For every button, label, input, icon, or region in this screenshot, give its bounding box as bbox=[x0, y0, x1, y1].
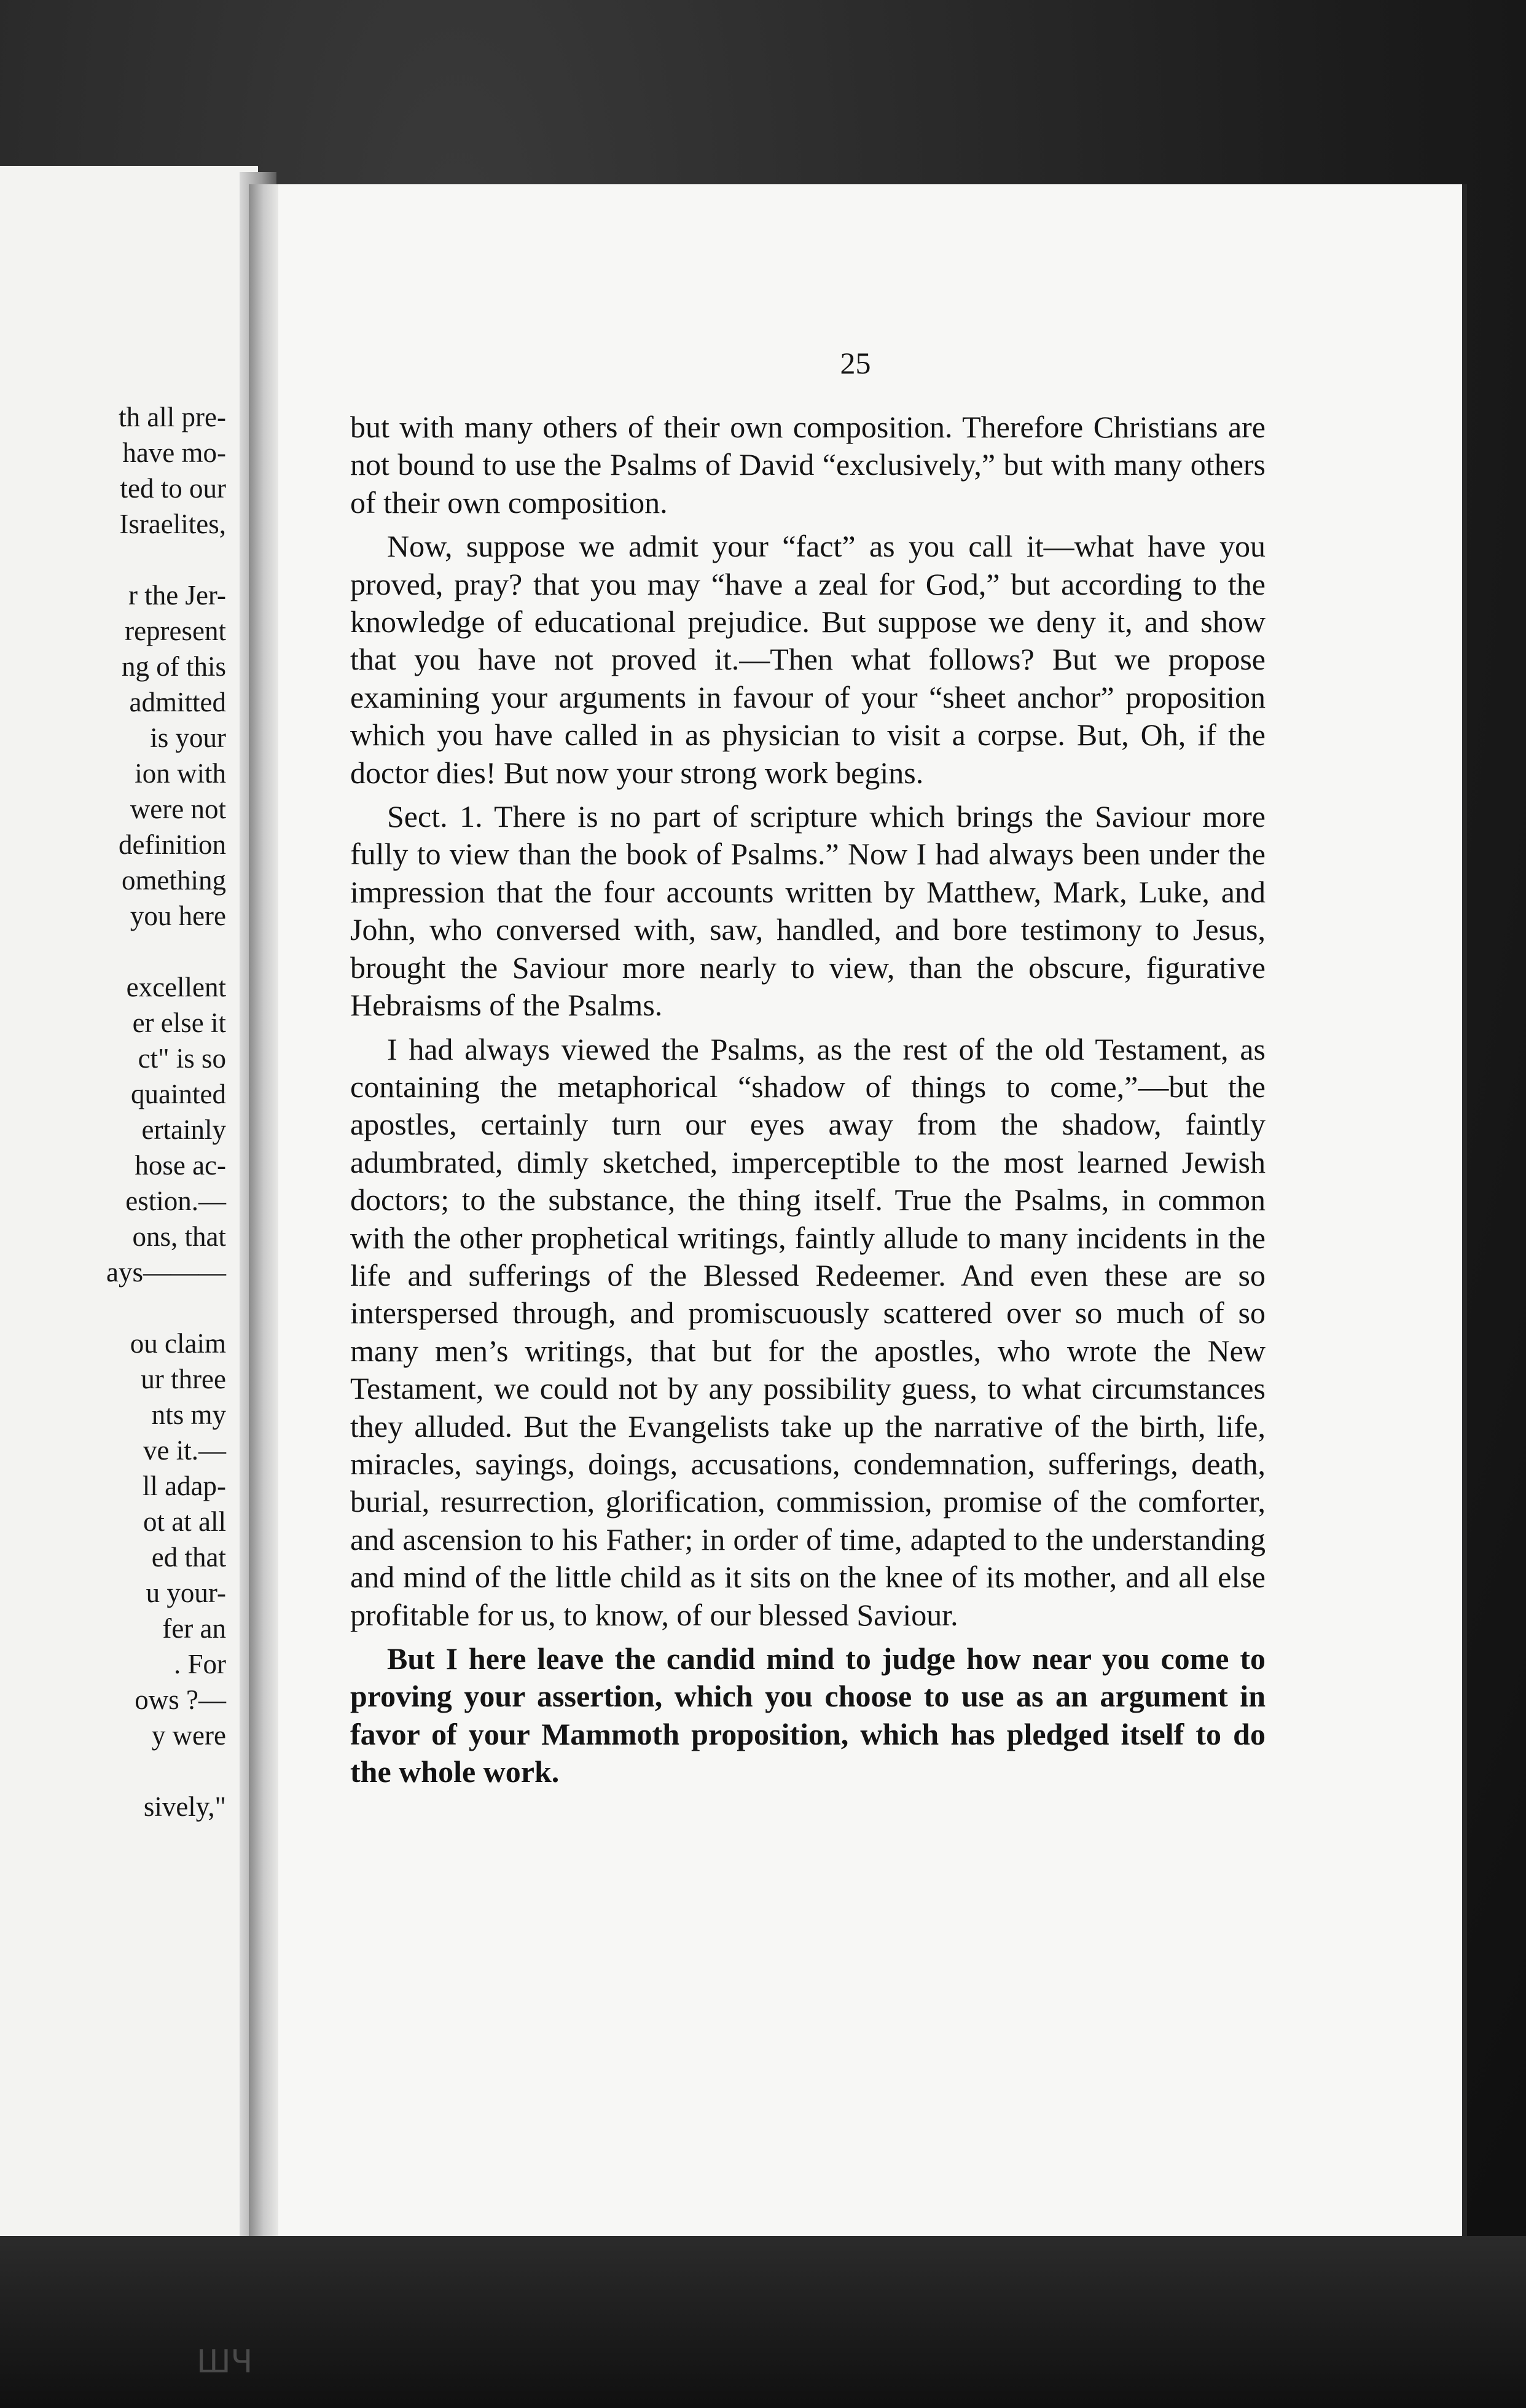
left-fragment-line: fer an bbox=[162, 1613, 226, 1644]
left-fragment-line: ays——— bbox=[106, 1257, 226, 1288]
page-body bbox=[350, 408, 1266, 1791]
page-number: 25 bbox=[840, 346, 871, 380]
left-fragment-line: omething bbox=[122, 865, 226, 896]
page-spine bbox=[249, 184, 278, 2236]
left-fragment-line bbox=[0, 1753, 226, 1789]
paragraph: but with many others of their own composition. Therefore Christians are not bound to use the Psalms of David “exclusively,” but with many others of their own composition. bbox=[350, 410, 1266, 520]
left-fragment-line: ion with bbox=[135, 758, 226, 789]
paragraph: Sect. 1. There is no part of scripture which brings the Saviour more fully to view than the book of Psalms.” Now I had always been under the impression that the four accounts written by Matthew, Mark, Luke, and John, who conversed with, saw, handled, and bore testimony to Jesus, brought the Saviour more nearly to view, than the obscure, figurative Hebraisms of the Psalms. bbox=[350, 799, 1266, 1023]
paragraph: But I here leave the candid mind to judge how near you come to proving your assertion, which you choose to use as an argument in favor of your Mammoth proposition, which has pledged itself to do the whole work. bbox=[350, 1641, 1266, 1789]
left-fragment-line: r the Jer- bbox=[128, 580, 226, 611]
left-fragment-line: excellent bbox=[126, 972, 226, 1003]
left-fragment-line: admitted bbox=[129, 687, 226, 717]
left-fragment-line bbox=[0, 934, 226, 969]
left-fragment-line: ou claim bbox=[130, 1328, 226, 1359]
paragraph: I had always viewed the Psalms, as the rest of the old Testament, as containing the metaphorical “shadow of things to come,”—but the apostles, certainly turn our eyes away from the shadow, faintly adumbrated, dimly sketched, imperceptible to the most learned Jewish doctors; to the substance, the thing itself. True the Psalms, in common with the other prophetical writings, faintly allude to many incidents in the life and sufferings of the Blessed Redeemer. And even these are so interspersed through, and promiscuously scattered over so much of so many men’s writings, that but for the apostles, who wrote the New Testament, we could not by any possibility guess, to what circumstances they alluded. But the Evangelists take up the narrative of the birth, life, miracles, sayings, doings, accusations, condemnation, sufferings, death, burial, resurrection, glorification, commission, promise of the comforter, and ascension to his Father; in order of time, adapted to the understanding and mind of the little child as it sits on the knee of its mother, and all else profitable for us, to know, of our blessed Saviour. bbox=[350, 1031, 1266, 1632]
left-fragment-line: hose ac- bbox=[135, 1150, 226, 1181]
left-fragment-line: ot at all bbox=[143, 1506, 226, 1537]
left-fragment-line: ur three bbox=[141, 1364, 226, 1394]
left-fragment-line: ct" is so bbox=[138, 1043, 226, 1074]
left-fragment-line: were not bbox=[130, 794, 226, 824]
left-fragment-line: ons, that bbox=[132, 1221, 226, 1252]
left-fragment-line: ows ?— bbox=[135, 1684, 226, 1715]
left-fragment-line: ve it.— bbox=[143, 1435, 226, 1466]
left-page-text-fragments bbox=[0, 399, 226, 1824]
paragraph: Now, suppose we admit your “fact” as you call it—what have you proved, pray? that you may “have a zeal for God,” but according to the knowledge of educational prejudice. But suppose we deny it, and show that you have not proved it.—Then what follows? But we propose examining your arguments in favour of your “sheet anchor” proposition which you have called in as physician to visit a corpse. But, Oh, if the doctor dies! But now your strong work begins. bbox=[350, 529, 1266, 790]
left-fragment-line: Israelites, bbox=[119, 509, 226, 539]
left-fragment-line: th all pre- bbox=[119, 402, 226, 432]
left-fragment-line: ng of this bbox=[121, 651, 226, 682]
left-fragment-line: is your bbox=[150, 722, 226, 753]
left-fragment-line: have mo- bbox=[122, 437, 226, 468]
left-fragment-line: estion.— bbox=[125, 1186, 226, 1216]
left-fragment-line bbox=[0, 542, 226, 577]
left-fragment-line: y were bbox=[151, 1720, 226, 1751]
left-fragment-line: sively," bbox=[143, 1791, 226, 1822]
left-fragment-line: u your- bbox=[146, 1577, 226, 1608]
left-fragment-line: quainted bbox=[131, 1079, 226, 1109]
left-fragment-line: ll adap- bbox=[142, 1471, 226, 1501]
right-page bbox=[249, 184, 1462, 2236]
left-page bbox=[0, 166, 258, 2236]
left-fragment-line: er else it bbox=[132, 1007, 226, 1038]
scan-mark: ШЧ bbox=[197, 2344, 253, 2380]
left-fragment-line: ertainly bbox=[141, 1114, 226, 1145]
left-fragment-line: definition bbox=[119, 829, 226, 860]
left-fragment-line: you here bbox=[130, 901, 226, 931]
left-fragment-line: . For bbox=[173, 1649, 226, 1679]
left-fragment-line: represent bbox=[125, 616, 226, 646]
left-fragment-line: ed that bbox=[151, 1542, 226, 1573]
left-fragment-line: nts my bbox=[151, 1399, 226, 1430]
left-fragment-line bbox=[0, 1290, 226, 1326]
scanner-bed-bottom bbox=[0, 2236, 1526, 2408]
left-fragment-line: ted to our bbox=[120, 473, 226, 504]
